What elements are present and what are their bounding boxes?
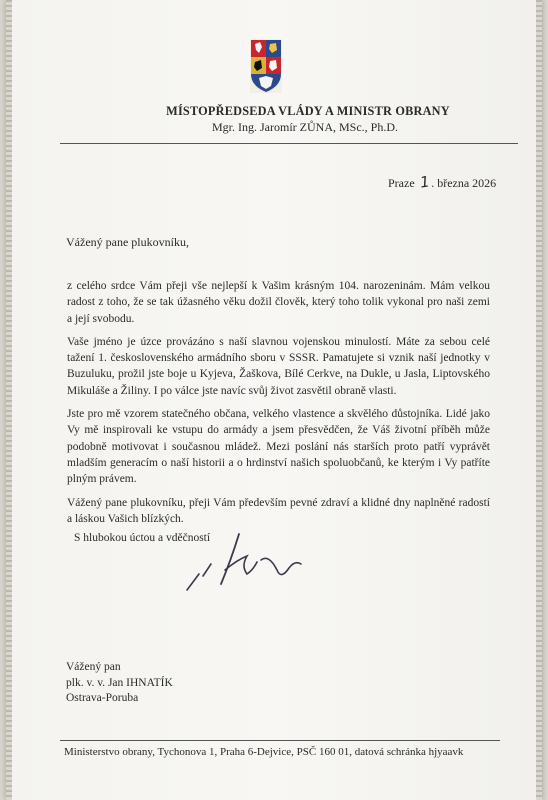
letterhead-name: Mgr. Ing. Jaromír ZŮNA, MSc., Ph.D. xyxy=(212,120,398,134)
letter-paper xyxy=(6,0,542,800)
addressee-line: Vážený pan xyxy=(66,661,121,673)
date-day-handwritten: 1 xyxy=(418,172,431,192)
date-rest: . března 2026 xyxy=(431,176,497,190)
salutation: Vážený pane plukovníku, xyxy=(66,235,189,249)
letterhead-divider xyxy=(60,143,518,144)
body-paragraph: Vážený pane plukovníku, přeji Vám především pevné zdraví a klidné dny naplněné radostí a láskou Vašich blízkých. xyxy=(67,496,490,525)
letter-body xyxy=(67,278,490,534)
body-paragraph: Jste pro mě vzorem statečného občana, velkého vlastence a skvělého důstojníka. Lidé jako Vy mě inspirovali ke vstupu do armády a jsem přesvědčen, že Váš životní příběh může podobně motivovat i současnou mládež. Mezi poslání nás starších proto patří vyprávět mladším generacím o naší historii a o hrdinství našich spoluobčanů, ke kterým i Vy patříte plným právem. xyxy=(67,408,490,486)
addressee-block xyxy=(66,660,173,707)
body-paragraph: Vaše jméno je úzce provázáno s naší slavnou vojenskou minulostí. Máte za sebou celé tažení 1. československého armádního sboru v SSSR. Pamatujete si vznik naší jednotky v Buzuluku, prožil jste boje u Kyjeva, Žaškova, Bílé Cerkve, na Dukle, u Jasla, Liptovského Mikuláše a Žiliny. I po válce jste navíc svůj život zasvětil obraně vlasti. xyxy=(67,335,490,397)
closing-line: S hlubokou úctou a vděčností xyxy=(74,532,211,544)
date-city: Praze xyxy=(388,176,415,190)
footer-divider xyxy=(60,740,500,741)
letter-date xyxy=(388,173,496,191)
czech-state-emblem-icon xyxy=(249,38,283,94)
addressee-line: plk. v. v. Jan IHNATÍK xyxy=(66,676,173,689)
addressee-line: Ostrava-Poruba xyxy=(66,692,139,704)
footer-address: Ministerstvo obrany, Tychonova 1, Praha 6-Dejvice, PSČ 160 01, datová schránka hjyaavk xyxy=(64,746,464,758)
body-paragraph: z celého srdce Vám přeji vše nejlepší k Vašim krásným 104. narozeninám. Mám velkou radost z toho, že se tak úžasného věku dožil člověk, který toho tolik vykonal pro naši zemi a její svobodu. xyxy=(67,280,490,325)
letterhead-title: MÍSTOPŘEDSEDA VLÁDY A MINISTR OBRANY xyxy=(166,104,450,118)
handwritten-signature xyxy=(181,530,311,600)
